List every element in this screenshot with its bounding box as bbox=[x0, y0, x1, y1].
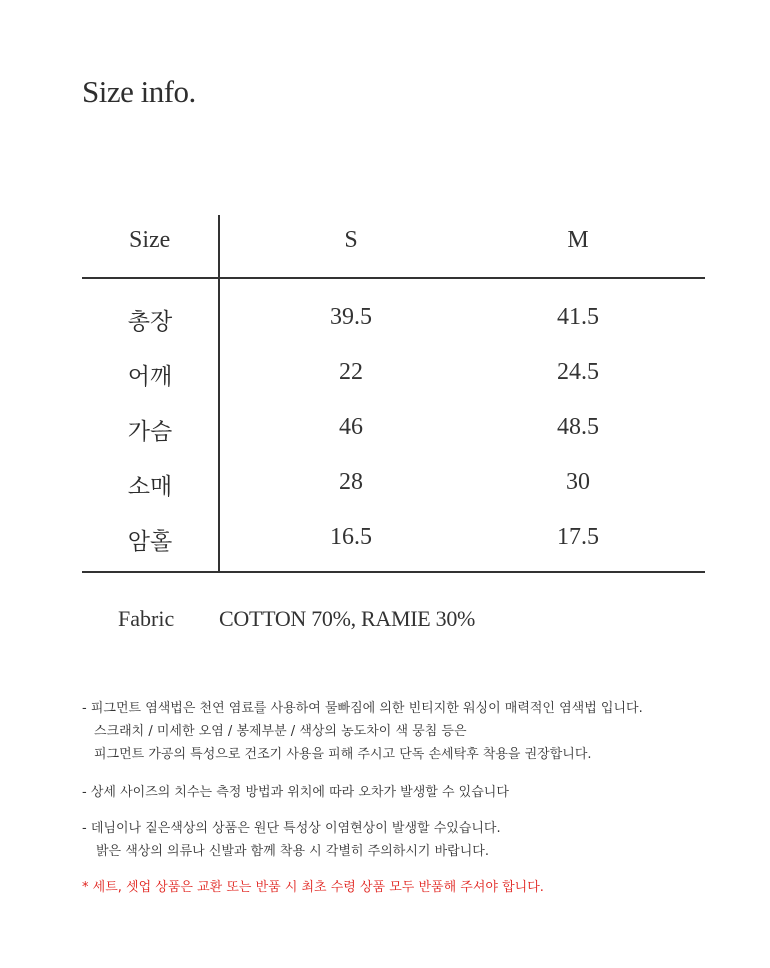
fabric-label: Fabric bbox=[118, 606, 175, 631]
size-header-s: S bbox=[344, 227, 358, 253]
table-header-divider bbox=[82, 277, 705, 279]
size-table bbox=[82, 215, 705, 573]
note-denim-line-2: 밝은 색상의 의류나 신발과 함께 착용 시 각별히 주의하시기 바랍니다. bbox=[96, 844, 489, 859]
row-label-shoulder: 어깨 bbox=[127, 364, 173, 390]
cell-s-total-length: 39.5 bbox=[330, 304, 372, 330]
note-dye-line-3: 피그먼트 가공의 특성으로 건조기 사용을 피해 주시고 단독 손세탁후 착용을 권장합니다. bbox=[94, 747, 592, 762]
cell-s-chest: 46 bbox=[339, 414, 363, 440]
size-header-label: Size bbox=[129, 227, 171, 253]
cell-m-sleeve: 30 bbox=[566, 469, 590, 495]
note-denim-line-1: - 데님이나 짙은색상의 상품은 원단 특성상 이염현상이 발생할 수있습니다. bbox=[82, 821, 501, 836]
table-bottom-divider bbox=[82, 571, 705, 573]
note-dye-line-1: - 피그먼트 염색법은 천연 염료를 사용하여 물빠짐에 의한 빈티지한 워싱이 매력적인 염색법 입니다. bbox=[82, 701, 643, 716]
fabric-value: COTTON 70%, RAMIE 30% bbox=[219, 606, 476, 631]
note-measurement: - 상세 사이즈의 치수는 측정 방법과 위치에 따라 오차가 발생할 수 있습니다 bbox=[82, 785, 509, 800]
row-label-sleeve: 소매 bbox=[127, 474, 173, 500]
page-title: Size info. bbox=[82, 74, 196, 109]
size-header-m: M bbox=[567, 227, 589, 253]
cell-m-chest: 48.5 bbox=[557, 414, 599, 440]
cell-s-shoulder: 22 bbox=[339, 359, 363, 385]
cell-s-armhole: 16.5 bbox=[330, 524, 372, 550]
row-label-armhole: 암홀 bbox=[127, 529, 173, 555]
cell-m-total-length: 41.5 bbox=[557, 304, 599, 330]
cell-s-sleeve: 28 bbox=[339, 469, 363, 495]
row-label-chest: 가슴 bbox=[127, 419, 173, 445]
row-label-total-length: 총장 bbox=[127, 309, 173, 335]
note-set-return-warning: * 세트, 셋업 상품은 교환 또는 반품 시 최초 수령 상품 모두 반품해 주셔야 합니다. bbox=[82, 880, 544, 895]
cell-m-armhole: 17.5 bbox=[557, 524, 599, 550]
cell-m-shoulder: 24.5 bbox=[557, 359, 599, 385]
note-dye-line-2: 스크래치 / 미세한 오염 / 봉제부분 / 색상의 농도차이 색 뭉침 등은 bbox=[94, 724, 467, 739]
table-vertical-divider bbox=[218, 215, 220, 573]
